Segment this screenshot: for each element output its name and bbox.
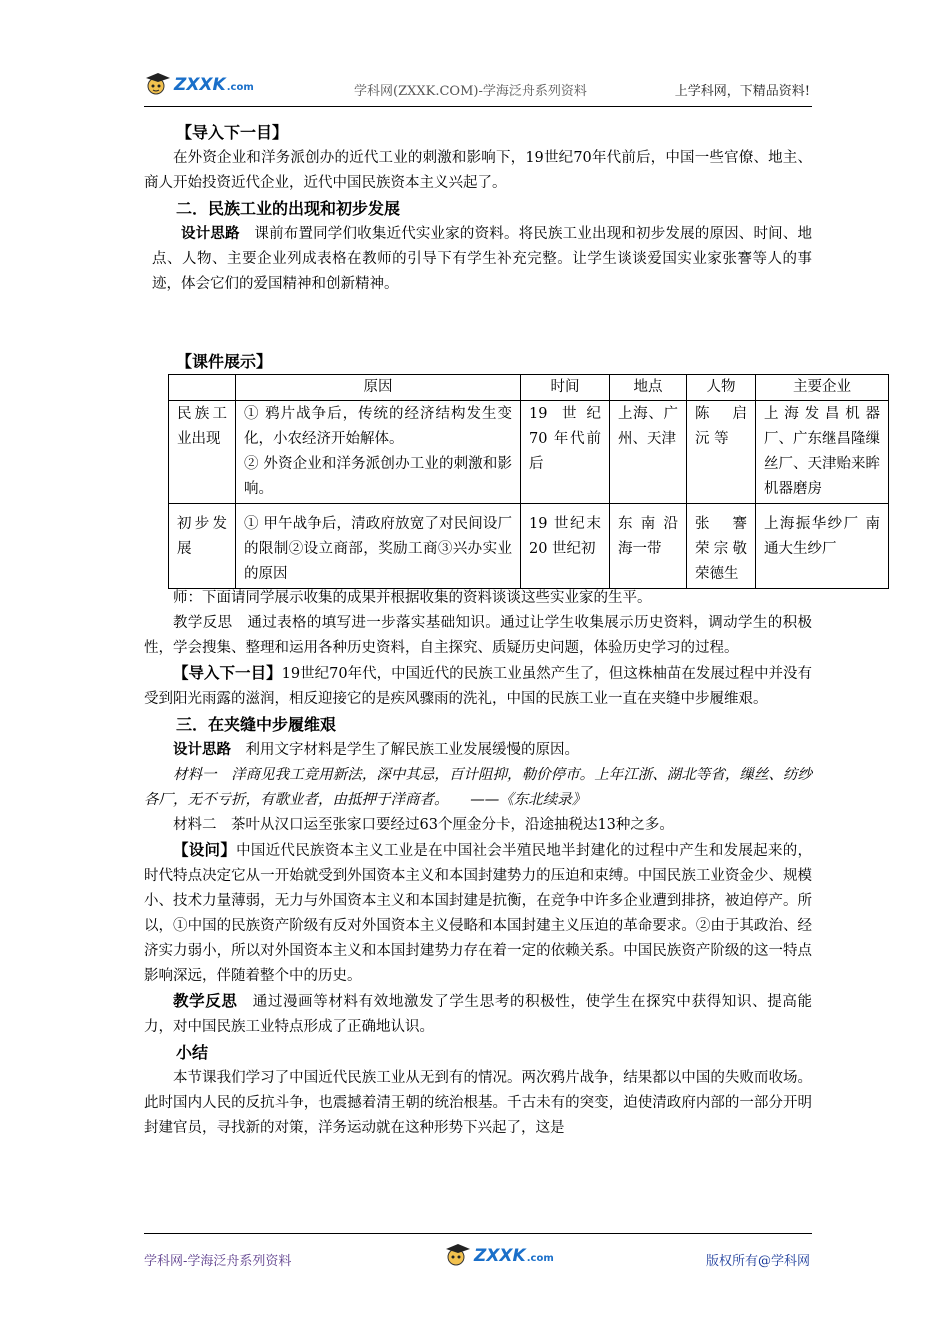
reflect-paragraph-2 xyxy=(144,989,812,1040)
table-cell-place: 东 南 沿 海一带 xyxy=(610,504,687,589)
lower-content xyxy=(144,586,812,1141)
courseware-label: 【课件展示】 xyxy=(176,352,273,371)
courseware-block xyxy=(144,349,812,375)
table-row xyxy=(169,401,889,504)
material-2 xyxy=(144,813,812,838)
design-label-2: 设计思路 xyxy=(173,742,231,758)
reflect-paragraph-1 xyxy=(144,611,812,661)
reflect-label-2: 教学反思 xyxy=(173,992,238,1010)
main-content xyxy=(144,120,812,297)
table-header-cell xyxy=(169,375,236,401)
table-cell-people: 张 謇 荣宗敬 荣德生 xyxy=(687,504,756,589)
header-center-text: 学科网(ZXXK.COM)-学海泛舟系列资料 xyxy=(354,84,587,99)
design-text-2: 利用文字材料是学生了解民族工业发展缓慢的原因。 xyxy=(245,742,579,758)
table-cell-reason: ① 甲午战争后，清政府放宽了对民间设厂的限制②设立商部，奖励工商③兴办实业的原因 xyxy=(236,504,521,589)
material-1-label: 材料一 xyxy=(173,767,217,783)
header-slogan: 上学科网，下精品资料! xyxy=(674,84,810,99)
page-header xyxy=(144,66,812,107)
table-header-row xyxy=(169,375,889,401)
material-1-text: 洋商见我工竞用新法，深中其忌，百计阻抑，勒价停市。上年江浙、湖北等省，缫丝、纺纱各厂，无不亏折，有歌业者，由抵押于洋商者。 ——《东北续录》 xyxy=(144,767,813,808)
ask-paragraph xyxy=(144,838,812,989)
intro-label-2: 【导入下一目】 xyxy=(173,664,282,682)
table-cell-time: 19 世纪末 20 世纪初 xyxy=(521,504,610,589)
table-cell-label: 民族工业出现 xyxy=(169,401,236,504)
reflect-text-1: 通过表格的填写进一步落实基础知识。通过让学生收集展示历史资料，调动学生的积极性，学会搜集、整理和运用各种历史资料，自主探究、质疑历史问题，体验历史学习的过程。 xyxy=(144,615,813,656)
design-label-1: 设计思路 xyxy=(181,226,240,242)
footer-copyright: 版权所有@学科网 xyxy=(705,1254,810,1269)
logo-com: .com xyxy=(226,81,254,93)
table-cell-enterprise: 上海振华纱厂 南通大生纱厂 xyxy=(756,504,889,589)
site-logo[interactable] xyxy=(144,70,254,100)
teacher-line: 师：下面请同学展示收集的成果并根据收集的资料谈谈这些实业家的生平。 xyxy=(173,590,652,606)
footer-logo-com: .com xyxy=(526,1252,554,1264)
table-cell-people: 陈 启 沅 等 xyxy=(687,401,756,504)
table-header-cell: 原因 xyxy=(236,375,521,401)
material-2-label: 材料二 xyxy=(173,817,217,833)
material-1 xyxy=(144,763,812,813)
table-header-cell: 地点 xyxy=(610,375,687,401)
table-header-cell: 主要企业 xyxy=(756,375,889,401)
reason-b: ② 外资企业和洋务派创办工业的刺激和影响。 xyxy=(244,456,512,497)
reflect-label-1: 教学反思 xyxy=(173,615,233,631)
table-row xyxy=(169,504,889,589)
footer-logo[interactable] xyxy=(444,1242,554,1270)
summary-heading: 小结 xyxy=(176,1043,209,1062)
reason-a: ① 鸦片战争后，传统的经济结构发生变化，小农经济开始解体。 xyxy=(244,406,512,447)
table-cell-label: 初步发展 xyxy=(169,504,236,589)
summary-paragraph: 本节课我们学习了中国近代民族工业从无到有的情况。两次鸦片战争，结果都以中国的失败而收场。此时国内人民的反抗斗争，也震撼着清王朝的统治根基。千古未有的突变，迫使清政府内部的一部分开明封建官员，寻找新的对策，洋务运动就在这种形势下兴起了，这是 xyxy=(144,1070,812,1136)
table-cell-reason xyxy=(236,401,521,504)
intro-paragraph-1: 在外资企业和洋务派创办的近代工业的刺激和影响下，19世纪70年代前后，中国一些官僚、地主、商人开始投资近代企业，近代中国民族资本主义兴起了。 xyxy=(144,150,812,191)
table-cell-time: 19 世纪 70 年代前后 xyxy=(521,401,610,504)
design-paragraph-2 xyxy=(144,738,812,763)
section-heading-3: 三．在夹缝中步履维艰 xyxy=(176,715,337,734)
page-footer xyxy=(144,1233,812,1274)
intro-label-1: 【导入下一目】 xyxy=(176,123,289,142)
material-2-text: 茶叶从汉口运至张家口要经过63个厘金分卡，沿途抽税达13种之多。 xyxy=(231,817,674,833)
table-header-cell: 人物 xyxy=(687,375,756,401)
intro-paragraph-2 xyxy=(144,661,812,712)
table-cell-enterprise: 上 海 发 昌 机 器 厂、广东继昌隆缫丝厂、天津贻来眸机器磨房 xyxy=(756,401,889,504)
logo-text: ZXXK xyxy=(174,75,226,95)
industry-table xyxy=(168,374,889,589)
ask-label: 【设问】 xyxy=(173,841,237,859)
ask-text: 中国近代民族资本主义工业是在中国社会半殖民地半封建化的过程中产生和发展起来的，时代特点决定它从一开始就受到外国资本主义和本国封建势力的压迫和束缚。中国民族工业资金少、规模小、技术力量薄弱，无力与外国资本主义和本国封建是抗衡，在竞争中许多企业遭到排挤，被迫停产。所以，①中国的民族资产阶级有反对外国资本主义侵略和本国封建主义压迫的革命要求。②由于其政治、经济实力弱小，所以对外国资本主义和本国封建势力存在着一定的依赖关系。中国民族资产阶级的这一特点影响深远，伴随着整个中的历史。 xyxy=(144,843,812,984)
footer-logo-text: ZXXK xyxy=(474,1246,526,1266)
mascot-icon xyxy=(444,1242,474,1270)
design-paragraph-1 xyxy=(144,222,812,297)
table-header-cell: 时间 xyxy=(521,375,610,401)
section-heading-2: 二．民族工业的出现和初步发展 xyxy=(176,199,401,218)
reflect-text-2: 通过漫画等材料有效地激发了学生思考的积极性，使学生在探究中获得知识、提高能力，对中国民族工业特点形成了正确地认识。 xyxy=(144,994,812,1035)
footer-left-text: 学科网-学海泛舟系列资料 xyxy=(144,1254,292,1269)
design-text-1: 课前布置同学们收集近代实业家的资料。将民族工业出现和初步发展的原因、时间、地点、人物、主要企业列成表格在教师的引导下有学生补充完整。让学生谈谈爱国实业家张謇等人的事迹，体会它们的爱国精神和创新精神。 xyxy=(152,226,813,292)
mascot-icon xyxy=(144,71,174,99)
intro-text-2: 19世纪70年代，中国近代的民族工业虽然产生了，但这株柚苗在发展过程中并没有受到阳光雨露的滋润，相反迎接它的是疾风骤雨的洗礼，中国的民族工业一直在夹缝中步履维艰。 xyxy=(144,666,812,707)
table-cell-place: 上海、广州、天津 xyxy=(610,401,687,504)
